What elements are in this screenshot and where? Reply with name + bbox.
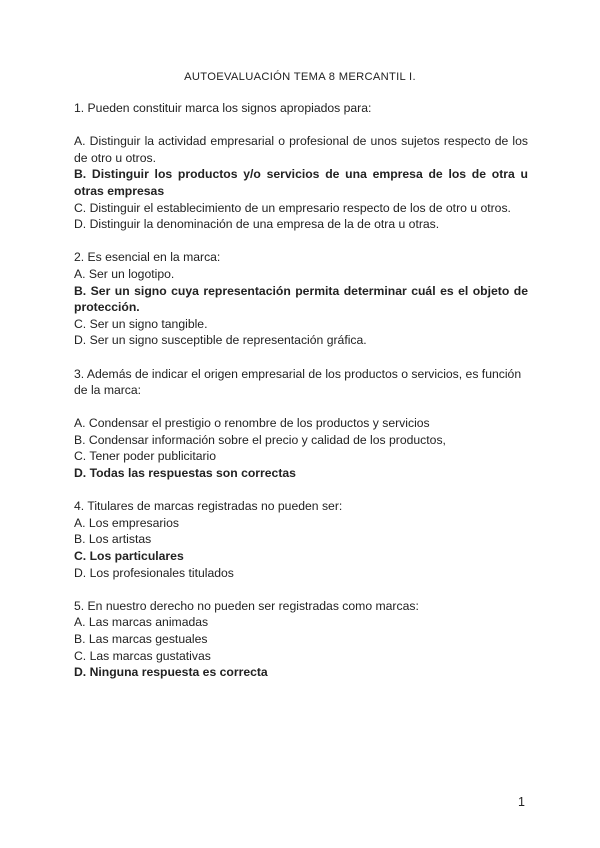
page-number: 1 xyxy=(518,795,525,809)
question-4 xyxy=(74,498,528,581)
answer-option-c: C. Ser un signo tangible. xyxy=(74,316,208,331)
question-1 xyxy=(74,100,528,233)
question-3 xyxy=(74,366,528,482)
question-text: 5. En nuestro derecho no pueden ser registradas como marcas: xyxy=(74,598,419,613)
answer-option-a: A. Condensar el prestigio o renombre de los productos y servicios xyxy=(74,416,430,431)
answer-option-a: A. Distinguir la actividad empresarial o profesional de unos sujetos respecto de los de otro u otros. xyxy=(74,134,528,165)
answer-option-d: D. Todas las respuestas son correctas xyxy=(74,466,296,481)
question-text: 4. Titulares de marcas registradas no pueden ser: xyxy=(74,499,343,514)
answer-option-c: C. Los particulares xyxy=(74,549,184,564)
question-2 xyxy=(74,249,528,349)
answer-option-a: A. Ser un logotipo. xyxy=(74,266,175,281)
answer-option-c: C. Distinguir el establecimiento de un empresario respecto de los de otro u otros. xyxy=(74,200,511,215)
question-text: 3. Además de indicar el origen empresarial de los productos o servicios, es función de la marca: xyxy=(74,366,522,398)
answer-option-d: D. Distinguir la denominación de una empresa de la de otra u otras. xyxy=(74,217,440,232)
answer-option-c: C. Tener poder publicitario xyxy=(74,449,217,464)
question-text: 1. Pueden constituir marca los signos apropiados para: xyxy=(74,101,372,115)
answer-option-d: D. Los profesionales titulados xyxy=(74,565,234,580)
answer-option-d: D. Ser un signo susceptible de representación gráfica. xyxy=(74,333,367,348)
answer-option-a: A. Las marcas animadas xyxy=(74,615,209,630)
answer-option-b: B. Las marcas gestuales xyxy=(74,632,208,646)
answer-option-c: C. Las marcas gustativas xyxy=(74,648,211,663)
answer-option-d: D. Ninguna respuesta es correcta xyxy=(74,665,268,680)
document-title: AUTOEVALUACIÓN TEMA 8 MERCANTIL I. xyxy=(184,71,416,83)
answer-option-b: B. Condensar información sobre el precio y calidad de los productos, xyxy=(74,432,446,447)
answer-option-b: B. Los artistas xyxy=(74,532,152,547)
answer-option-b: B. Ser un signo cuya representación permita determinar cuál es el objeto de protección. xyxy=(74,283,528,315)
answer-option-b: B. Distinguir los productos y/o servicios de una empresa de los de otra u otras empresas xyxy=(74,167,528,198)
question-text: 2. Es esencial en la marca: xyxy=(74,250,221,265)
question-5 xyxy=(74,598,528,681)
answer-option-a: A. Los empresarios xyxy=(74,515,179,530)
questions-list xyxy=(74,100,528,697)
